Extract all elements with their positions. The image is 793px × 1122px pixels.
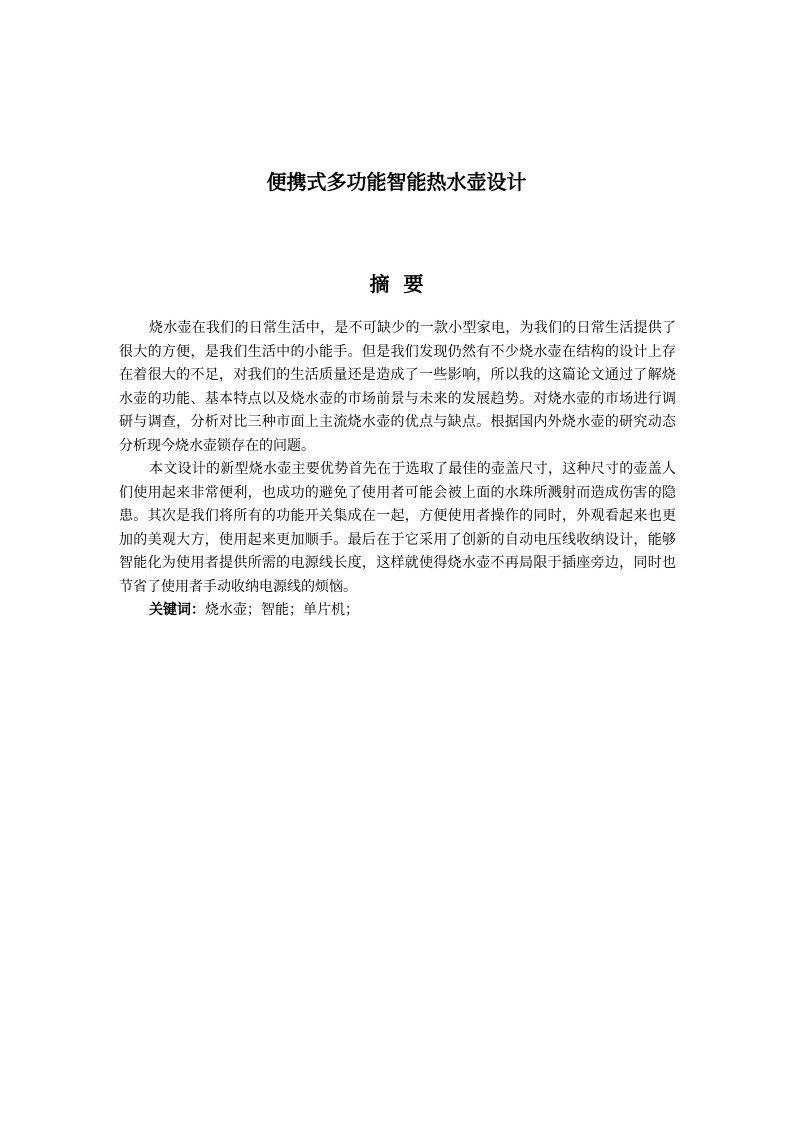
keywords-text: 烧水壶；智能；单片机； (205, 602, 359, 618)
keywords-line (119, 599, 676, 623)
abstract-body (119, 317, 676, 623)
document-title: 便携式多功能智能热水壶设计 (266, 170, 527, 194)
keywords-label: 关键词： (149, 602, 205, 618)
abstract-paragraph-1: 烧水壶在我们的日常生活中，是不可缺少的一款小型家电，为我们的日常生活提供了很大的方便，是我们生活中的小能手。但是我们发现仍然有不少烧水壶在结构的设计上存在着很大的不足，对我们的生活质量还是造成了一些影响，所以我的这篇论文通过了解烧水壶的功能、基本特点以及烧水壶的市场前景与未来的发展趋势。对烧水壶的市场进行调研与调查，分析对比三种市面上主流烧水壶的优点与缺点。根据国内外烧水壶的研究动态分析现今烧水壶锁存在的问题。 (119, 320, 676, 454)
abstract-heading: 摘要 (369, 272, 438, 296)
abstract-paragraph-2: 本文设计的新型烧水壶主要优势首先在于选取了最佳的壶盖尺寸，这种尺寸的壶盖人们使用起来非常便利，也成功的避免了使用者可能会被上面的水珠所溅射而造成伤害的隐患。其次是我们将所有的功能开关集成在一起，方便使用者操作的同时，外观看起来也更加的美观大方，使用起来更加顺手。最后在于它采用了创新的自动电压线收纳设计，能够智能化为使用者提供所需的电源线长度，这样就使得烧水壶不再局限于插座旁边，同时也节省了使用者手动收纳电源线的烦恼。 (119, 461, 676, 595)
